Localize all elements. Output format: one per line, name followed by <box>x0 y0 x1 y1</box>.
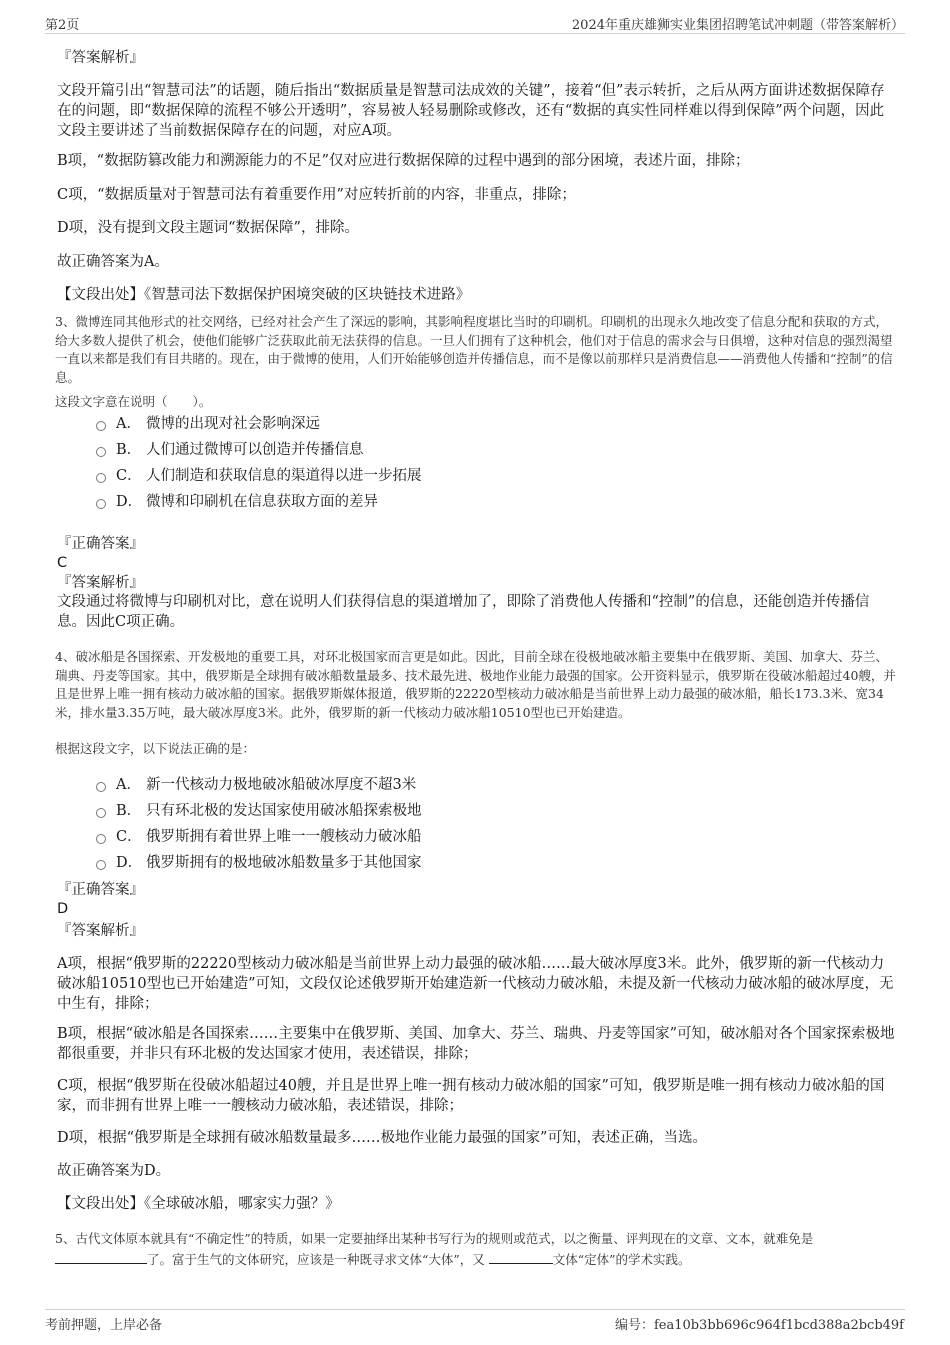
footer-slogan: 考前押题，上岸必备 <box>45 1318 163 1333</box>
q3-question: 这段文字意在说明（ ）。 <box>55 394 212 409</box>
option-text: 俄罗斯拥有的极地破冰船数量多于其他国家 <box>146 855 422 871</box>
radio-icon[interactable] <box>96 782 106 792</box>
q4-analysis-c: C项，根据“俄罗斯在役破冰船超过40艘，并且是世界上唯一拥有核动力破冰船的国家”可知，俄罗斯是唯一拥有核动力破冰船的国家，而非拥有世界上唯一一艘核动力破冰船，表述错误，排除； <box>57 1078 885 1114</box>
fill-blank-2[interactable] <box>489 1249 553 1264</box>
q3-analysis: 文段通过将微博与印刷机对比，意在说明人们获得信息的渠道增加了，即除了消费他人传播和“控制”的信息，还能创造并传播信息。因此C项正确。 <box>57 594 870 630</box>
q2-analysis-paragraph-4: D项，没有提到文段主题词“数据保障”，排除。 <box>57 220 359 236</box>
header-divider <box>45 33 905 34</box>
document-id: 编号：fea10b3bb696c964f1bcd388a2bcb49f <box>614 1318 904 1333</box>
option-letter: A． <box>116 777 141 793</box>
q4-analysis-label: 『答案解析』 <box>57 923 144 939</box>
option-letter: B． <box>116 442 142 458</box>
radio-icon[interactable] <box>96 808 106 818</box>
option-text: 微博和印刷机在信息获取方面的差异 <box>146 494 378 510</box>
q5-stem-part-1: 5、古代文体原本就具有“不确定性”的特质，如果一定要抽绎出某种书写行为的规则或范式，以之衡量、评判现在的文章、文本，就难免是 <box>55 1231 814 1246</box>
q3-analysis-label: 『答案解析』 <box>57 575 144 591</box>
option-letter: D． <box>116 494 143 510</box>
option-text: 人们通过微博可以创造并传播信息 <box>146 442 364 458</box>
q3-stem: 3、微博连同其他形式的社交网络，已经对社会产生了深远的影响，其影响程度堪比当时的印刷机。印刷机的出现永久地改变了信息分配和获取的方式，给大多数人提供了机会，使他们能够广泛获取此前无法获得的信息。一旦人们拥有了这种机会，他们对于信息的需求会与日俱增，这种对信息的强烈渴望一直以来都是我们有目共睹的。现在，由于微博的使用，人们开始能够创造并传播信息，而不是像以前那样只是消费信息——消费他人传播和“控制”的信息。 <box>55 314 893 385</box>
q4-option-b[interactable] <box>96 801 422 821</box>
option-letter: B． <box>116 803 142 819</box>
q4-question: 根据这段文字，以下说法正确的是： <box>55 741 256 756</box>
fill-blank-1[interactable] <box>55 1249 147 1264</box>
q4-analysis-d: D项，根据“俄罗斯是全球拥有破冰船数量最多……极地作业能力最强的国家”可知，表述正确，当选。 <box>57 1130 707 1146</box>
option-letter: D． <box>116 855 143 871</box>
q2-conclusion: 故正确答案为A。 <box>57 254 169 270</box>
q4-option-c[interactable] <box>96 827 422 847</box>
radio-icon[interactable] <box>96 834 106 844</box>
footer-divider <box>45 1309 905 1310</box>
q3-answer-label: 『正确答案』 <box>57 536 144 552</box>
q5-stem <box>55 1230 900 1269</box>
option-letter: C． <box>116 468 142 484</box>
q4-answer-label: 『正确答案』 <box>57 882 144 898</box>
q2-source: 【文段出处】《智慧司法下数据保护困境突破的区块链技术进路》 <box>57 287 471 303</box>
option-text: 只有环北极的发达国家使用破冰船探索极地 <box>146 803 422 819</box>
q4-analysis-b: B项，根据“破冰船是各国探索……主要集中在俄罗斯、美国、加拿大、芬兰、瑞典、丹麦等国家”可知，破冰船对各个国家探索极地都很重要，并非只有环北极的发达国家才使用，表述错误，排除； <box>57 1026 895 1062</box>
q3-option-c[interactable] <box>96 466 422 486</box>
q4-source: 【文段出处】《全球破冰船，哪家实力强？》 <box>57 1196 340 1212</box>
radio-icon[interactable] <box>96 473 106 483</box>
q2-analysis-label: 『答案解析』 <box>57 50 144 66</box>
radio-icon[interactable] <box>96 499 106 509</box>
option-letter: C． <box>116 829 142 845</box>
q4-answer: D <box>57 901 69 917</box>
radio-icon[interactable] <box>96 421 106 431</box>
q2-analysis-paragraph-3: C项，“数据质量对于智慧司法有着重要作用”对应转折前的内容，非重点，排除； <box>57 187 576 203</box>
option-text: 人们制造和获取信息的渠道得以进一步拓展 <box>146 468 422 484</box>
q3-option-a[interactable] <box>96 414 320 434</box>
q3-option-b[interactable] <box>96 440 364 460</box>
option-letter: A． <box>116 416 141 432</box>
q5-stem-part-3: 文体“定体”的学术实践。 <box>552 1251 691 1267</box>
option-text: 新一代核动力极地破冰船破冰厚度不超3米 <box>146 777 417 793</box>
q4-option-d[interactable] <box>96 853 422 873</box>
q2-analysis-paragraph-1: 文段开篇引出“智慧司法”的话题，随后指出“数据质量是智慧司法成效的关键”，接着“但”表示转折，之后从两方面讲述数据保障存在的问题，即“数据保障的流程不够公开透明”，容易被人轻易删除或修改，还有“数据的真实性同样难以得到保障”两个问题，因此文段主要讲述了当前数据保障存在的问题，对应A项。 <box>57 83 885 139</box>
q4-conclusion: 故正确答案为D。 <box>57 1163 171 1179</box>
q4-option-a[interactable] <box>96 775 416 795</box>
q3-option-d[interactable] <box>96 492 378 512</box>
document-title: 2024年重庆雄狮实业集团招聘笔试冲刺题（带答案解析） <box>571 18 904 33</box>
option-text: 微博的出现对社会影响深远 <box>146 416 320 432</box>
page-number: 第2页 <box>45 18 80 33</box>
q2-analysis-paragraph-2: B项，“数据防篡改能力和溯源能力的不足”仅对应进行数据保障的过程中遇到的部分困境，表述片面，排除； <box>57 153 750 169</box>
option-text: 俄罗斯拥有着世界上唯一一艘核动力破冰船 <box>146 829 422 845</box>
q5-stem-part-2: 了。富于生气的文体研究，应该是一种既寻求文体“大体”，又 <box>147 1251 485 1267</box>
radio-icon[interactable] <box>96 860 106 870</box>
q3-answer: C <box>57 555 68 571</box>
radio-icon[interactable] <box>96 447 106 457</box>
q4-stem: 4、破冰船是各国探索、开发极地的重要工具，对环北极国家而言更是如此。因此，目前全球在役极地破冰船主要集中在俄罗斯、美国、加拿大、芬兰、瑞典、丹麦等国家。其中，俄罗斯是全球拥有破冰船数量最多、技术最先进、极地作业能力最强的国家。公开资料显示，俄罗斯在役破冰船超过40艘，并且是世界上唯一拥有核动力破冰船的国家。据俄罗斯媒体报道，俄罗斯的22220型核动力破冰船是当前世界上动力最强的破冰船，船长173.3米、宽34米，排水量3.35万吨，最大破冰厚度3米。此外，俄罗斯的新一代核动力破冰船10510型也已开始建造。 <box>55 649 896 720</box>
q4-analysis-a: A项，根据“俄罗斯的22220型核动力破冰船是当前世界上动力最强的破冰船……最大破冰厚度3米。此外，俄罗斯的新一代核动力破冰船10510型也已开始建造”可知，文段仅论述俄罗斯开始建造新一代核动力破冰船，未提及新一代核动力破冰船的破冰厚度，无中生有，排除； <box>57 956 894 1012</box>
